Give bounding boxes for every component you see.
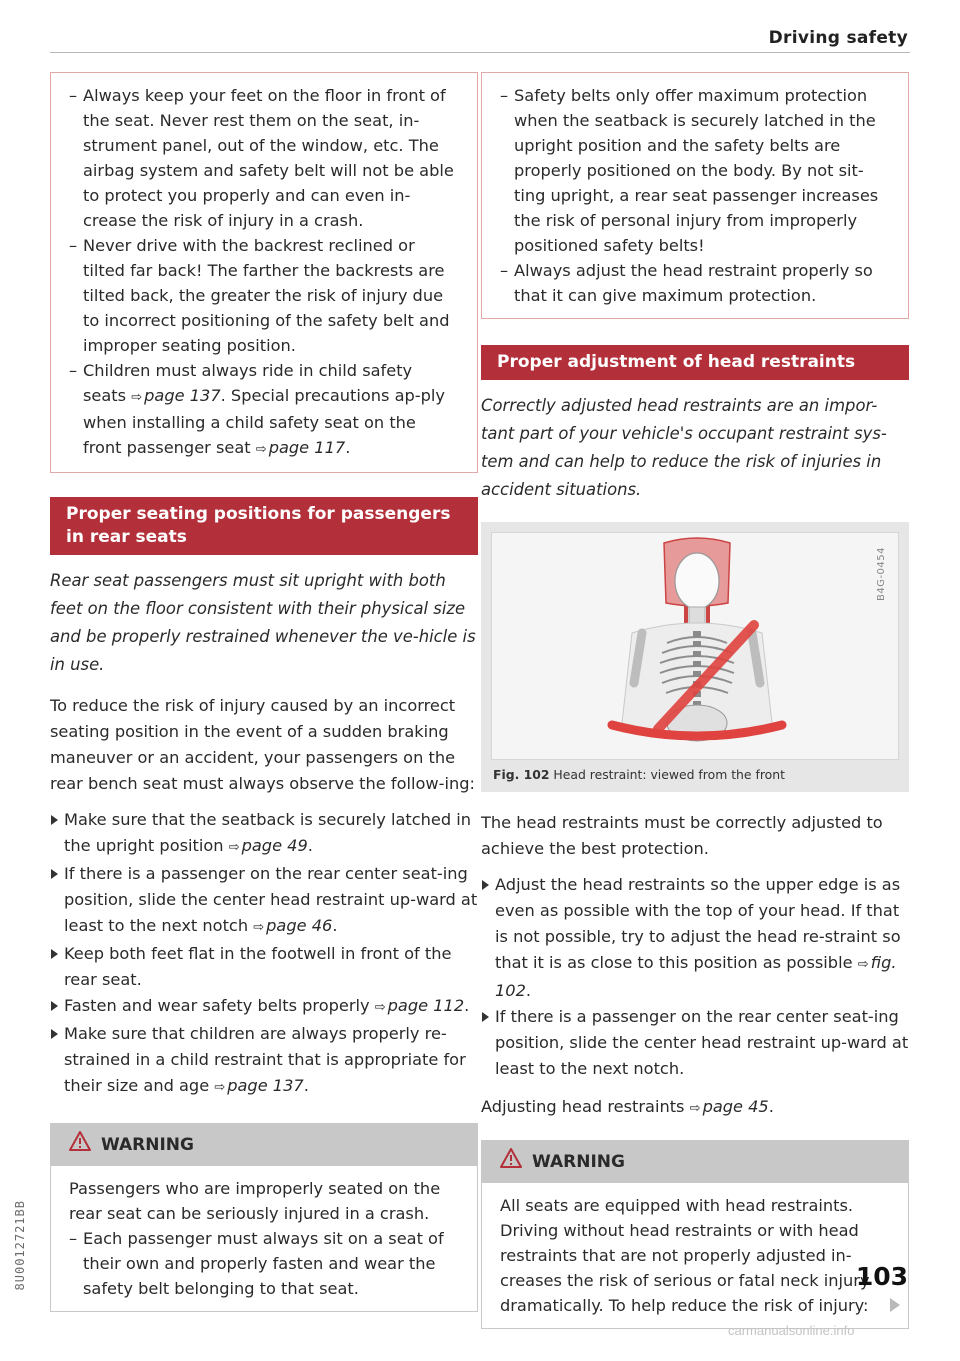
figure-caption: Fig. 102 Head restraint: viewed from the front bbox=[493, 767, 785, 782]
warning-continued-list bbox=[69, 83, 459, 462]
running-head: Driving safety bbox=[768, 28, 908, 48]
steps-list bbox=[481, 872, 909, 1082]
arrow-reference-icon: ⇨ bbox=[214, 1080, 226, 1095]
warning-continuation-box bbox=[50, 72, 478, 473]
figure-reference[interactable]: ⇨ fig. 102 bbox=[495, 953, 897, 1000]
item-text: Children must always ride in child safety seats bbox=[83, 361, 413, 405]
section-title-rear-seats: Proper seating positions for passengers in rear seats bbox=[50, 497, 478, 555]
arrow-reference-icon: ⇨ bbox=[253, 920, 265, 935]
right-column bbox=[481, 72, 909, 1329]
page-reference[interactable]: ⇨ page 112 bbox=[374, 996, 465, 1015]
arrow-reference-icon: ⇨ bbox=[689, 1101, 701, 1116]
section-intro: Rear seat passengers must sit upright with both feet on the floor consistent with their physical size and be properly restrained whenever the ve-hicle is in use. bbox=[50, 571, 476, 674]
warning-continued-list bbox=[500, 83, 890, 308]
figure-image bbox=[491, 532, 899, 760]
watermark: carmanualsonline.info bbox=[728, 1323, 855, 1338]
section-intro: Correctly adjusted head restraints are an impor-tant part of your vehicle's occupant restraint sys-tem and can help to reduce the risk of injuries in accident situations. bbox=[481, 396, 887, 499]
list-item: Fasten and wear safety belts properly ⇨ page 112. bbox=[50, 993, 478, 1021]
header-rule bbox=[50, 52, 910, 53]
warning-header bbox=[482, 1141, 908, 1183]
warning-continuation-box bbox=[481, 72, 909, 319]
body-paragraph: To reduce the risk of injury caused by an incorrect seating position in the event of a sudden braking maneuver or an accident, your passengers on the rear bench seat must always observe the follow-ing: bbox=[50, 696, 475, 793]
page-reference[interactable]: ⇨ page 137 bbox=[214, 1076, 304, 1095]
figure-code: B4G-0454 bbox=[876, 547, 887, 602]
body-paragraph: The head restraints must be correctly adjusted to achieve the best protection. bbox=[481, 813, 883, 858]
arrow-reference-icon: ⇨ bbox=[857, 957, 869, 972]
page-reference[interactable]: ⇨ page 45 bbox=[689, 1097, 769, 1116]
adjust-paragraph: Adjusting head restraints ⇨ page 45. bbox=[481, 1097, 774, 1116]
list-item: If there is a passenger on the rear center seat-ing position, slide the center head restraint up-ward at least to the next notch. bbox=[481, 1004, 909, 1082]
list-item: Adjust the head restraints so the upper edge is as even as possible with the top of your head. If that is not possible, try to adjust the head re-straint so that it is as close to this position as possible ⇨ fig. 102. bbox=[481, 872, 909, 1004]
head-restraint-illustration bbox=[492, 533, 898, 759]
page-reference[interactable]: ⇨ page 49 bbox=[228, 836, 308, 855]
list-item: If there is a passenger on the rear center seat-ing position, slide the center head restraint up-ward at least to the next notch ⇨ page 46. bbox=[50, 861, 478, 941]
arrow-reference-icon: ⇨ bbox=[131, 390, 143, 405]
warning-triangle-icon bbox=[69, 1131, 91, 1159]
warning-body bbox=[482, 1183, 908, 1328]
page-number: 103 bbox=[855, 1262, 908, 1291]
list-item: – Always adjust the head restraint properly so that it can give maximum protection. bbox=[500, 258, 890, 308]
list-item: – Each passenger must always sit on a seat of their own and properly fasten and wear the safety belt belonging to that seat. bbox=[69, 1226, 459, 1301]
warning-label: WARNING bbox=[101, 1134, 194, 1155]
page-reference[interactable]: ⇨ page 46 bbox=[253, 916, 333, 935]
steps-list bbox=[50, 807, 478, 1101]
list-item: Keep both feet flat in the footwell in front of the rear seat. bbox=[50, 941, 478, 993]
list-item: – Never drive with the backrest reclined or tilted far back! The farther the backrests are tilted back, the greater the risk of injury due to incorrect positioning of the safety belt and improper seating position. bbox=[69, 233, 459, 358]
list-item: – Always keep your feet on the floor in front of the seat. Never rest them on the seat, in-strument panel, out of the window, etc. The airbag system and safety belt will not be able to protect you properly and can even in-crease the risk of injury in a crash. bbox=[69, 83, 459, 233]
warning-list bbox=[69, 1226, 459, 1301]
arrow-reference-icon: ⇨ bbox=[228, 840, 240, 855]
page-reference[interactable]: ⇨ page 137 bbox=[131, 386, 221, 405]
left-column bbox=[50, 72, 478, 1312]
figure bbox=[481, 522, 909, 792]
continued-arrow-icon bbox=[890, 1298, 900, 1312]
warning-text: Passengers who are improperly seated on the rear seat can be seriously injured in a crash. bbox=[69, 1179, 441, 1223]
section-title-head-restraints: Proper adjustment of head restraints bbox=[481, 345, 909, 380]
list-item: – Safety belts only offer maximum protection when the seatback is securely latched in the upright position and the safety belts are properly positioned on the body. By not sit-ting upright, a rear seat passenger increases the risk of personal injury from improperly positioned safety belts! bbox=[500, 83, 890, 258]
warning-text: All seats are equipped with head restraints. Driving without head restraints or with head restraints that are not properly adjusted in-creases the risk of serious or fatal neck injury dramatically. To help reduce the risk of injury: bbox=[500, 1196, 870, 1315]
item-text: . Special precautions ap-ply when installing a child safety seat on the front passenger seat bbox=[83, 386, 445, 457]
document-code: 8U0012721BB bbox=[13, 1200, 27, 1291]
list-item: Make sure that the seatback is securely latched in the upright position ⇨ page 49. bbox=[50, 807, 478, 861]
warning-header bbox=[51, 1124, 477, 1166]
warning-label: WARNING bbox=[532, 1151, 625, 1172]
warning-triangle-icon bbox=[500, 1148, 522, 1176]
arrow-reference-icon: ⇨ bbox=[374, 1000, 386, 1015]
list-item: Make sure that children are always properly re-strained in a child restraint that is appropriate for their size and age ⇨ page 137. bbox=[50, 1021, 478, 1101]
page-reference[interactable]: ⇨ page 117 bbox=[255, 438, 346, 457]
warning-box bbox=[481, 1140, 909, 1329]
arrow-reference-icon: ⇨ bbox=[255, 442, 267, 457]
list-item: – Children must always ride in child safety seats ⇨ page 137. Special precautions ap-ply when installing a child safety seat on the front passenger seat ⇨ page 117. bbox=[69, 358, 459, 462]
warning-body bbox=[51, 1166, 477, 1311]
warning-box bbox=[50, 1123, 478, 1312]
